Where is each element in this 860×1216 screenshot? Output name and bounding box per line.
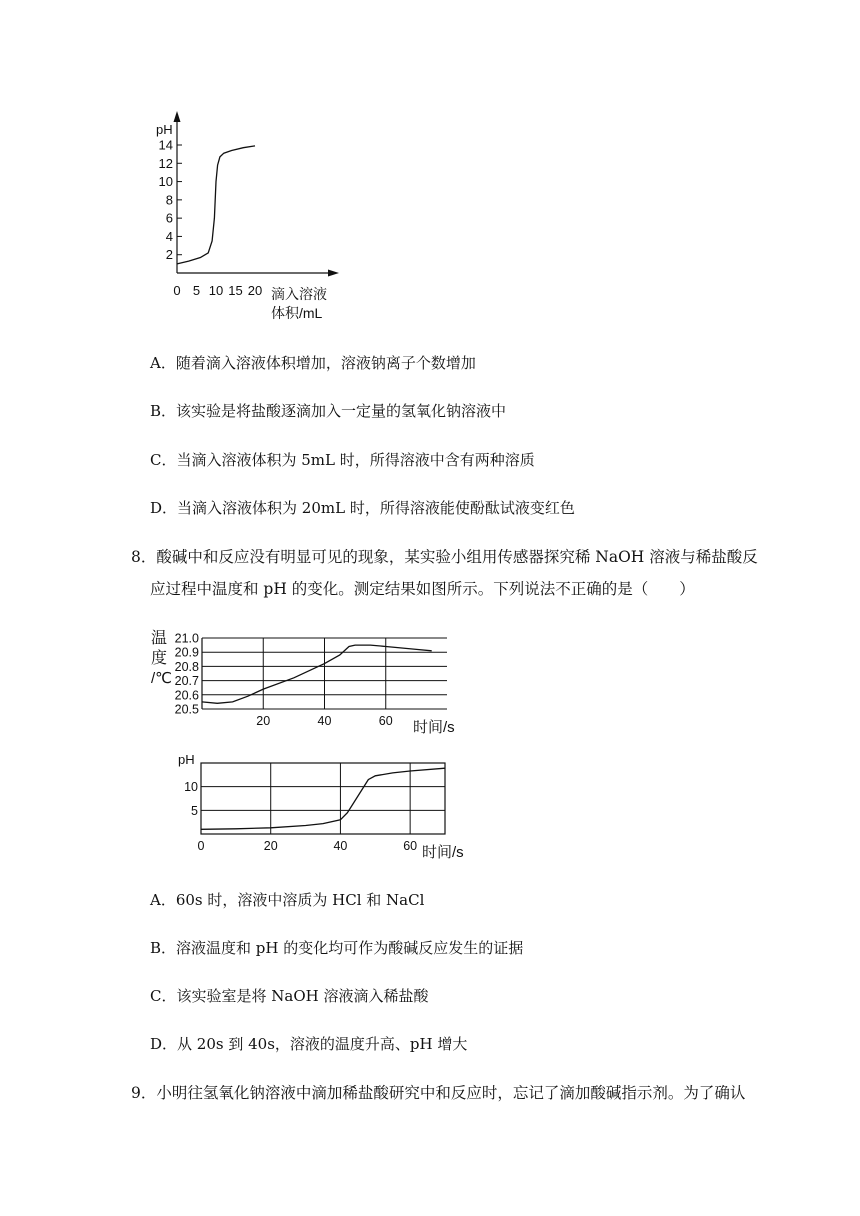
x-tick-label: 0 <box>173 283 181 298</box>
x-tick-label: 5 <box>192 283 201 298</box>
x-tick-label: 40 <box>333 839 348 853</box>
x-tick-label: 0 <box>197 839 205 853</box>
q8-stem-line1: 8．酸碱中和反应没有明显可见的现象，某实验小组用传感器探究稀 NaOH 溶液与稀盐酸反 <box>131 548 758 566</box>
y-tick-label: 20.7 <box>174 674 199 689</box>
y-tick-label: 10 <box>184 780 198 795</box>
x-tick-label: 60 <box>403 839 418 853</box>
q9-stem-line1: 9．小明往氢氧化钠溶液中滴加稀盐酸研究中和反应时，忘记了滴加酸碱指示剂。为了确认 <box>131 1084 746 1102</box>
x-axis-arrow <box>328 270 339 277</box>
chart2-ylabel-char2: 度 <box>151 650 168 667</box>
y-tick-label: 2 <box>165 247 173 263</box>
chart2-ylabel-char1: 温 <box>151 630 168 647</box>
y-tick-label: 20.8 <box>174 659 199 674</box>
x-tick-label: 20 <box>263 839 278 853</box>
q8-stem-line2: 应过程中温度和 pH 的变化。测定结果如图所示。下列说法不正确的是（ ） <box>150 580 695 598</box>
x-tick-label: 20 <box>256 714 271 728</box>
q8-option-c: C．该实验室是将 NaOH 溶液滴入稀盐酸 <box>150 987 429 1005</box>
y-axis-arrow <box>174 111 181 122</box>
y-tick-label: 21.0 <box>174 631 199 646</box>
chart1-ylabel: pH <box>156 122 173 137</box>
ph-curve <box>177 146 255 264</box>
x-tick-label: 15 <box>228 283 243 298</box>
y-tick-label: 10 <box>158 174 173 190</box>
q7-option-b: B．该实验是将盐酸逐滴加入一定量的氢氧化钠溶液中 <box>150 402 507 420</box>
x-tick-label: 40 <box>317 714 332 728</box>
q8-option-a: A．60s 时，溶液中溶质为 HCl 和 NaCl <box>150 891 425 909</box>
y-tick-label: 20.9 <box>174 645 199 660</box>
y-tick-label: 5 <box>191 803 198 818</box>
chart3-ylabel: pH <box>178 752 195 767</box>
q8-option-d: D．从 20s 到 40s，溶液的温度升高、pH 增大 <box>150 1035 468 1053</box>
y-tick-label: 4 <box>165 228 173 244</box>
chart3-xlabel: 时间/s <box>422 844 464 861</box>
ph-volume-chart <box>140 105 360 330</box>
y-tick-label: 12 <box>158 155 173 171</box>
q7-option-c: C．当滴入溶液体积为 5mL 时，所得溶液中含有两种溶质 <box>150 451 535 469</box>
chart1-xlabel-line2: 体积/mL <box>271 305 323 321</box>
ph-curve <box>201 768 445 829</box>
x-tick-label: 10 <box>208 283 224 298</box>
y-tick-label: 14 <box>158 137 173 153</box>
q8-option-b: B．溶液温度和 pH 的变化均可作为酸碱反应发生的证据 <box>150 939 524 957</box>
temperature-time-chart <box>145 625 475 740</box>
y-tick-label: 8 <box>165 192 173 208</box>
x-tick-label: 20 <box>247 283 263 298</box>
x-tick-label: 60 <box>378 714 393 728</box>
y-tick-label: 6 <box>165 210 173 226</box>
ph-time-chart <box>145 750 475 865</box>
y-tick-label: 20.5 <box>174 702 199 717</box>
chart1-xlabel-line1: 滴入溶液 <box>271 286 327 302</box>
q7-option-a: A．随着滴入溶液体积增加，溶液钠离子个数增加 <box>150 354 476 372</box>
chart2-xlabel: 时间/s <box>413 719 455 736</box>
y-tick-label: 20.6 <box>174 688 199 703</box>
q7-option-d: D．当滴入溶液体积为 20mL 时，所得溶液能使酚酞试液变红色 <box>150 499 575 517</box>
chart2-ylabel-char3: /℃ <box>151 670 173 687</box>
